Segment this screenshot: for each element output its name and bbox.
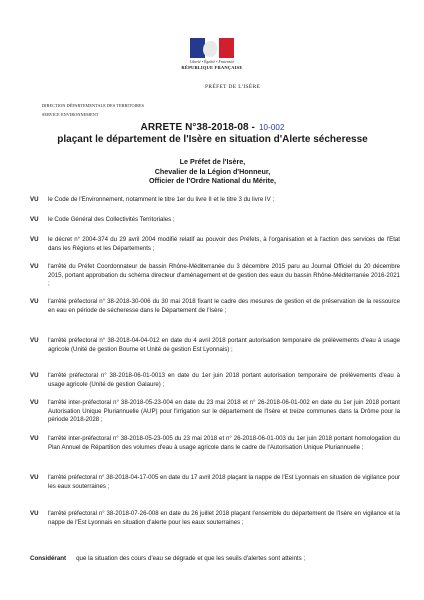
vu-text: le décret n° 2004-374 du 29 avril 2004 modifié relatif au pouvoir des Préfets, à l'organisation et à l'action des services de l'Etat dans les Régions et les Départements ;	[48, 236, 400, 252]
vu-text: le Code de l'Environnement, notamment le titre 1er du livre II et le titre 3 du livre IV ;	[48, 196, 275, 203]
vu-item	[30, 298, 400, 315]
vu-text: l'arrêté préfectoral n° 38-2018-04-17-005 en date du 17 avril 2018 plaçant la nappe de l'Est Lyonnais en situation de vigilance pour les eaux souterraines ;	[48, 474, 400, 490]
authority-line: Officier de l'Ordre National du Mérite,	[148, 176, 277, 185]
vu-label: VU	[30, 196, 39, 203]
authority-line: Le Préfet de l'Isère,	[179, 157, 246, 166]
vu-label: VU	[30, 337, 39, 344]
handwritten-number: 10-002	[258, 123, 285, 132]
vu-label: VU	[30, 263, 39, 270]
authority-block	[40, 157, 385, 186]
directorate-name: DIRECTION DÉPARTEMENTALE DES TERRITOIRES	[42, 103, 145, 108]
vu-text: l'arrêté inter-préfectoral n° 38-2018-05-23-005 du 23 mai 2018 et n° 26-2018-06-01-003 du 1er juin 2018 portant homologation du Plan Annuel de Répartition des volumes d'eau à usage agricole dans le cadre de l'Autorisation Unique Pluriannuelle ;	[48, 435, 400, 451]
vu-label: VU	[30, 510, 39, 517]
vu-label: VU	[30, 474, 39, 481]
vu-text: l'arrêté préfectoral n° 38-2018-30-006 du 30 mai 2018 fixant le cadre des mesures de gestion et de préservation de la ressource en eau en période de sécheresse dans le Département de l'Isère ;	[48, 298, 400, 314]
logo-republic: RÉPUBLIQUE FRANÇAISE	[181, 65, 243, 70]
vu-text: le Code Général des Collectivités Territoriales ;	[48, 216, 175, 223]
vu-item	[30, 474, 400, 491]
vu-item	[30, 510, 400, 527]
service-name: SERVICE ENVIRONNEMENT	[42, 112, 99, 117]
vu-label: VU	[30, 216, 39, 223]
decree-title	[40, 122, 385, 145]
vu-text: l'arrêté préfectoral n° 38-2018-04-04-012 en date du 4 avril 2018 portant autorisation temporaire de prélèvements d'eau à usage agricole (Unité de gestion Bourne et Unité de gestion Est Lyonnais) ;	[48, 337, 400, 353]
considerant-label: Considérant	[30, 555, 67, 562]
vu-text: l'arrêté préfectoral n° 38-2018-06-01-0013 en date du 1er juin 2018 portant autorisation temporaire de prélèvements d'eau à usage agricole (Unité de gestion Galaure) ;	[48, 372, 400, 388]
considerant-line	[30, 555, 405, 562]
logo-motto: Liberté • Égalité • Fraternité	[189, 60, 235, 64]
decree-number: ARRETE N°38-2018-08 -	[140, 122, 255, 133]
vu-item	[30, 337, 400, 354]
prefect-title: PRÉFET DE L'ISÈRE	[205, 84, 261, 90]
vu-item	[30, 196, 400, 205]
vu-label: VU	[30, 236, 39, 243]
decree-subject: plaçant le département de l'Isère en situation d'Alerte sécheresse	[57, 134, 368, 145]
vu-label: VU	[30, 399, 39, 406]
considerant-text: que la situation des cours d'eau se dégrade et que les seuils d'alertes sont atteints ;	[76, 555, 306, 562]
vu-item	[30, 372, 400, 389]
marianne-logo	[181, 38, 243, 70]
vu-label: VU	[30, 298, 39, 305]
decree-title-line1	[40, 122, 385, 133]
marianne-flag-icon	[190, 38, 234, 58]
vu-item	[30, 216, 400, 225]
vu-item	[30, 263, 400, 289]
authority-line: Chevalier de la Légion d'Honneur,	[154, 166, 271, 176]
vu-item	[30, 435, 400, 452]
vu-text: l'arrêté du Préfet Coordonnateur de bassin Rhône-Méditerranée du 3 décembre 2015 paru au Journal Officiel du 20 décembre 2015, portant approbation du schéma directeur d'aménagement et de gestion des eaux du bassin Rhône-Méditerranée 2016-2021 ;	[48, 263, 400, 288]
vu-text: l'arrêté préfectoral n° 38-2018-07-26-008 en date du 26 juillet 2018 plaçant l'ensemble du département de l'Isère en vigilance et la nappe de l'Est Lyonnais en situation d'alerte pour les eaux souterraines ;	[48, 510, 400, 526]
vu-label: VU	[30, 435, 39, 442]
vu-label: VU	[30, 372, 39, 379]
vu-text: l'arrêté inter-préfectoral n° 38-2018-05-23-004 en date du 23 mai 2018 et n° 26-2018-06-01-002 en date du 1er juin 2018 portant Autorisation Unique Pluriannuelle (AUP) pour l'irrigation sur le département de l'Isère et treize communes dans la Drôme pour la période 2018-2028 ;	[48, 399, 400, 424]
vu-item	[30, 236, 400, 253]
vu-item	[30, 399, 400, 425]
